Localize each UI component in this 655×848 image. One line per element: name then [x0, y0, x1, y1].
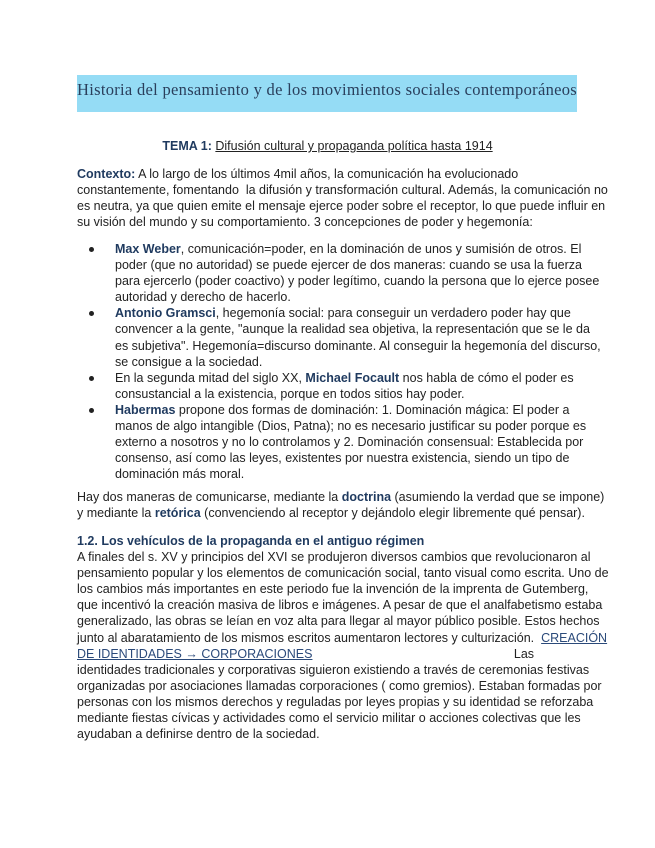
- text-line: [77, 505, 587, 521]
- link-text[interactable]: CREACIÓN: [541, 630, 608, 645]
- text-line: [77, 565, 609, 581]
- text-span: (asumiendo la verdad que se impone): [391, 490, 605, 504]
- context-paragraph: [77, 166, 608, 230]
- text-span: ayudaban a definirse dentro de la sociedad.: [77, 727, 320, 742]
- list-item: [89, 402, 589, 482]
- text-line: [115, 418, 589, 434]
- bold-term: Antonio Gramsci: [115, 306, 216, 321]
- text-span: manos de algo intangible (Dios, Patna); no es necesario justificar su poder porque es: [115, 419, 587, 434]
- text-span: junto al abaratamiento de los mismos escritos aumentaron lectores y culturización.: [77, 630, 542, 645]
- bold-term: doctrina: [341, 490, 392, 504]
- text-span: (convenciendo al receptor y dejándolo elegir libremente qué pensar).: [200, 506, 585, 521]
- text-span: nos habla de cómo el poder es: [399, 370, 574, 385]
- text-span: es neutra, ya que quien emite el mensaje ejerce poder sobre el receptor, lo que puede influir en: [77, 199, 606, 214]
- text-line: [77, 726, 587, 742]
- topic-label: TEMA 1:: [162, 139, 212, 153]
- text-line: [115, 370, 589, 386]
- section-1-2: [77, 533, 609, 742]
- bullet-icon: [89, 311, 94, 316]
- text-span: constantemente, fomentando la difusión y transformación cultural. Además, la comunicación no: [77, 183, 608, 198]
- text-span: externo a nosotros y no lo controlamos y 2. Dominación consensual: Establecida por: [115, 435, 584, 450]
- text-span: mediante fiestas cívicas y actividades como el servicio militar o acciones colectivas que les: [77, 711, 581, 726]
- text-line: [115, 402, 589, 418]
- text-line: [77, 613, 600, 629]
- text-line: [115, 241, 589, 257]
- text-span: y mediante la: [77, 506, 155, 521]
- bullet-icon: [89, 408, 94, 413]
- text-line: [115, 273, 600, 289]
- power-concepts-list: [89, 241, 601, 482]
- text-span: A lo largo de los últimos 4mil años, la comunicación ha evolucionado: [135, 167, 519, 181]
- text-span: autoridad y derecho de hacerlo.: [115, 290, 291, 305]
- text-line: [77, 678, 602, 694]
- text-span: convencer a la gente, "aunque la realidad sea objetiva, la representación que se le da: [115, 322, 590, 337]
- text-span: es subjetiva". Hegemonía=discurso dominante. Al conseguir la hegemonía del discurso,: [115, 338, 601, 353]
- bold-term: Contexto:: [77, 167, 136, 181]
- text-span: su visión del mundo y su comportamiento. 3 concepciones de poder y hegemonía:: [77, 215, 533, 230]
- text-span: para ejercerlo (poder coactivo) y poder legítimo, cuando la persona que lo ejerce posee: [115, 274, 600, 289]
- text-span: generalizado, las obras se leían en voz alta para llegar al mayor público posible. Estos hechos: [77, 614, 600, 629]
- text-line: [115, 305, 589, 321]
- text-line: [77, 597, 603, 613]
- text-span: que incentivó la creación masiva de libros e imágenes. A pesar de que el analfabetismo estaba: [77, 598, 603, 613]
- text-span: , comunicación=poder, en la dominación de unos y sumisión de otros. El: [180, 242, 582, 256]
- text-span: identidades tradicionales y corporativas siguieron existiendo a través de ceremonias festivas: [77, 662, 590, 677]
- text-line: [77, 166, 587, 182]
- text-span: Hay dos maneras de comunicarse, mediante la: [77, 490, 342, 504]
- bold-term: Habermas: [115, 402, 176, 417]
- text-line: [115, 338, 601, 354]
- text-span: se consigue a la sociedad.: [115, 354, 263, 369]
- link-text[interactable]: DE IDENTIDADES → CORPORACIONES: [77, 646, 313, 661]
- topic-title: Difusión cultural y propaganda política hasta 1914: [215, 139, 493, 153]
- list-item: [89, 370, 589, 402]
- text-span: consenso, así como las leyes, existentes por nuestra existencia, siendo un tipo de: [115, 451, 570, 466]
- text-line: [115, 321, 589, 337]
- text-span: propone dos formas de dominación: 1. Dominación mágica: El poder a: [175, 402, 570, 417]
- text-line: [115, 257, 589, 273]
- text-span: dominación más moral.: [115, 467, 245, 482]
- text-line: [77, 182, 608, 198]
- text-span: En la segunda mitad del siglo XX,: [115, 370, 306, 385]
- text-line: [115, 386, 589, 402]
- text-line: [115, 466, 589, 482]
- communication-paragraph: [77, 489, 605, 521]
- text-span: Las: [312, 646, 535, 661]
- text-line: [77, 214, 587, 230]
- text-span: A finales del s. XV y principios del XVI se produjeron diversos cambios que revolucionaron al: [77, 550, 591, 565]
- text-line: [115, 289, 589, 305]
- text-line: [115, 434, 589, 450]
- bullet-icon: [89, 376, 94, 381]
- text-span: los cambios más importantes en este periodo fue la invención de la imprenta de Gutemberg,: [77, 582, 589, 597]
- list-item: [89, 305, 601, 369]
- text-span: organizadas por asociaciones llamadas corporaciones ( como gremios). Estaban formadas por: [77, 678, 602, 693]
- text-span: personas con los mismos derechos y reguladas por leyes propias y su identidad se reforzaba: [77, 694, 594, 709]
- text-span: , hegemonía social: para conseguir un verdadero poder hay que: [215, 306, 571, 321]
- section-body: [77, 549, 609, 742]
- topic-heading: [0, 139, 655, 153]
- text-line: [115, 450, 589, 466]
- text-line: [77, 710, 587, 726]
- text-span: consustancial a la existencia, porque en todos sitios hay poder.: [115, 386, 465, 401]
- bold-term: Michael Focault: [305, 370, 400, 385]
- text-line: [77, 646, 587, 662]
- text-line: [77, 581, 587, 597]
- section-heading: 1.2. Los vehículos de la propaganda en el antiguo régimen: [77, 534, 425, 548]
- text-line: [77, 489, 605, 505]
- bold-term: retórica: [154, 506, 201, 521]
- document-title-banner: [77, 75, 577, 112]
- list-item: [89, 241, 600, 305]
- bold-term: Max Weber: [115, 242, 181, 256]
- text-line: [77, 549, 591, 565]
- text-line: [77, 694, 594, 710]
- text-line: [77, 662, 590, 678]
- text-span: pensamiento popular y los elementos de comunicación social, tanto visual como escrita. Uno de: [77, 566, 609, 581]
- bullet-icon: [89, 247, 94, 252]
- text-line: [77, 630, 608, 646]
- document-title: Historia del pensamiento y de los movimientos sociales contemporáneos: [77, 80, 578, 99]
- text-line: [77, 198, 606, 214]
- text-span: poder (que no autoridad) se puede ejercer de dos maneras: cuando se usa la fuerza: [115, 258, 582, 273]
- text-line: [115, 354, 589, 370]
